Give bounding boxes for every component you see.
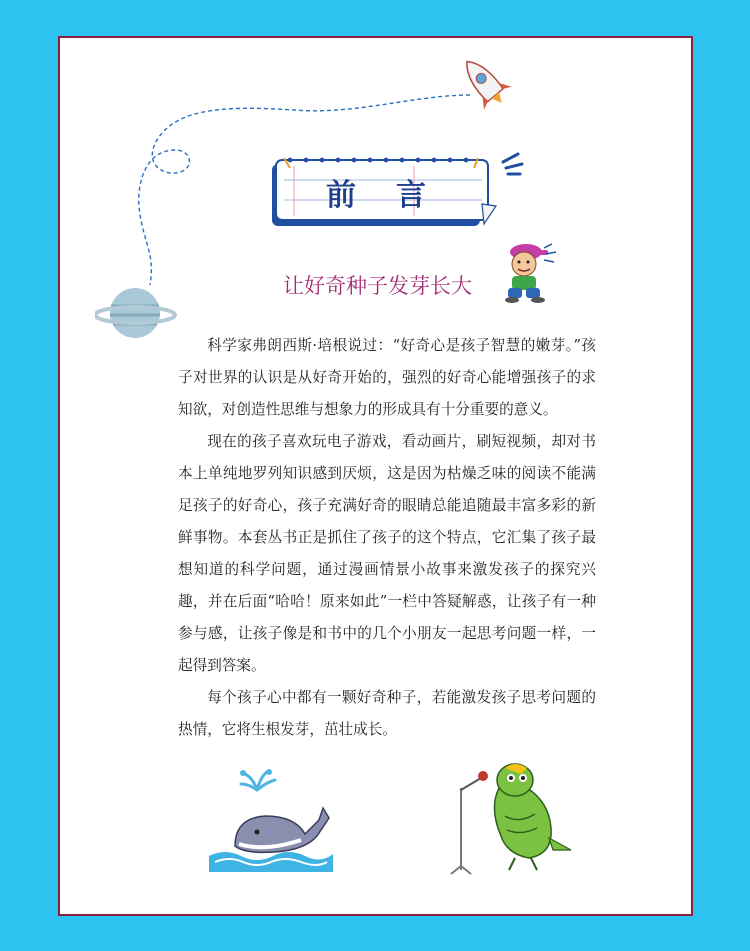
whale-illustration: [205, 768, 335, 878]
planet-icon: [95, 288, 175, 338]
bird-microphone-illustration: [445, 758, 575, 878]
title-char-1: 前: [326, 178, 358, 213]
preface-body: [178, 330, 596, 746]
subtitle: 让好奇种子发芽长大: [283, 274, 472, 298]
page-title: [277, 168, 477, 216]
boy-illustration: [500, 240, 560, 304]
paragraph-3: 每个孩子心中都有一颗好奇种子，若能激发孩子思考问题的热情，它将生根发芽，茁壮成长。: [178, 689, 596, 738]
paragraph-1: 科学家弗朗西斯·培根说过：“好奇心是孩子智慧的嫩芽。”孩子对世界的认识是从好奇开始的，强烈的好奇心能增强孩子的求知欲，对创造性思维与想象力的形成具有十分重要的意义。: [178, 337, 596, 418]
sparkle-lines-icon: [500, 150, 526, 178]
rocket-icon: [453, 55, 515, 114]
paragraph-2: 现在的孩子喜欢玩电子游戏，看动画片，刷短视频，却对书本上单纯地罗列知识感到厌烦，这是因为枯燥乏味的阅读不能满足孩子的好奇心，孩子充满好奇的眼睛总能追随最丰富多彩的新鲜事物。本套丛书正是抓住了孩子的这个特点，它汇集了孩子最想知道的科学问题，通过漫画情景小故事来激发孩子的探究兴趣，并在后面“哈哈！原来如此”一栏中答疑解惑，让孩子有一种参与感，让孩子像是和书中的几个小朋友一起思考问题一样，一起得到答案。: [178, 433, 596, 674]
title-char-2: 言: [396, 178, 428, 213]
